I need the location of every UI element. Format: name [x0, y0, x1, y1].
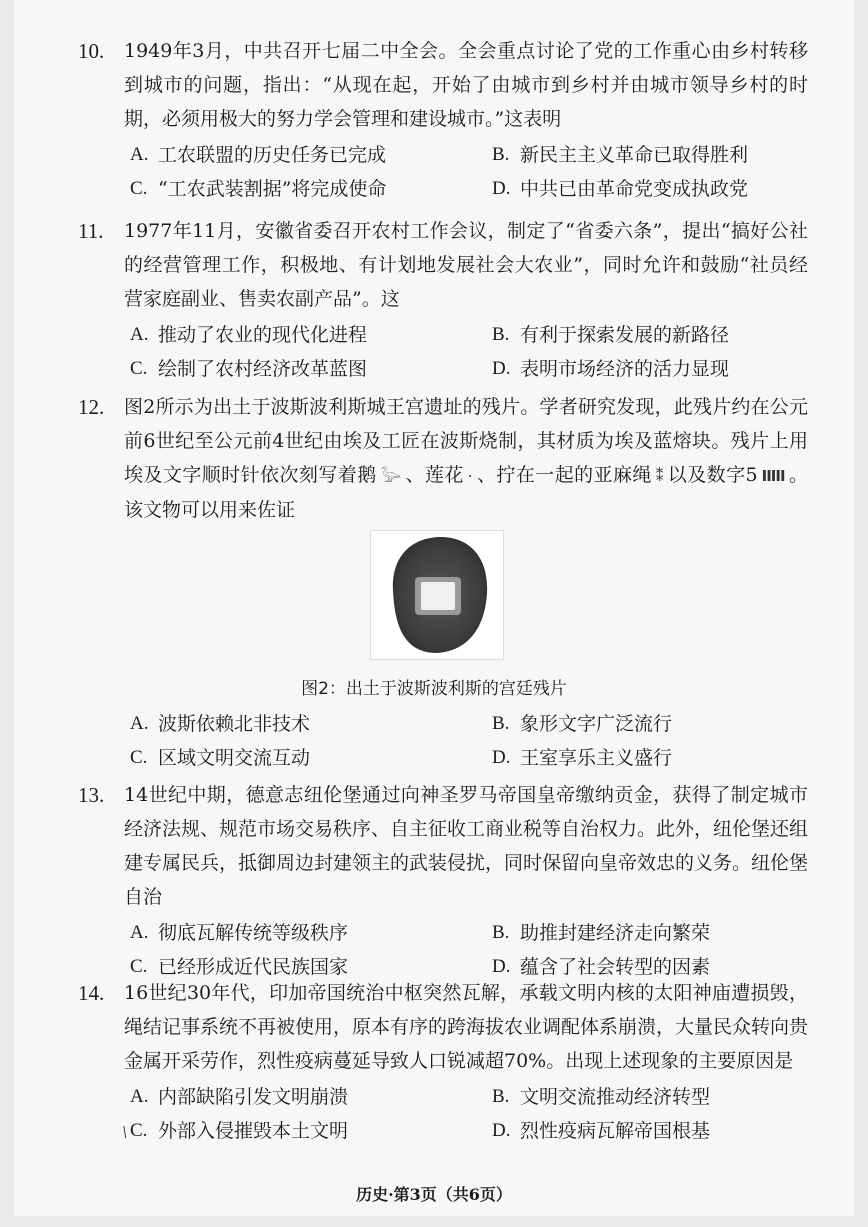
- option-a[interactable]: A. 内部缺陷引发文明崩溃: [130, 1086, 349, 1108]
- option-d[interactable]: D. 中共已由革命党变成执政党: [492, 178, 749, 200]
- option-b[interactable]: B. 新民主主义革命已取得胜利: [492, 144, 749, 166]
- option-a[interactable]: A. 彻底瓦解传统等级秩序: [130, 922, 349, 944]
- question-11: [78, 214, 808, 386]
- question-stem: 图2所示为出土于波斯波利斯城王宫遗址的残片。学者研究发现，此残片约在公元前6世纪至公元前4世纪由埃及工匠在波斯烧制，其材质为埃及蓝熔块。残片上用埃及文字顺时针依次刻写着鹅 𓅬 、莲花 · 、拧在一起的亚麻绳 ⁑ 以及数字5 IIIII 。该文物可以用来佐证: [124, 396, 808, 521]
- question-stem: 1977年11月，安徽省委召开农村工作会议，制定了“省委六条”，提出“搞好公社的经营管理工作，积极地、有计划地发展社会大农业”，同时允许和鼓励“社员经营家庭副业、售卖农副产品”。这: [124, 220, 808, 310]
- options: [78, 318, 808, 386]
- question-13: [78, 778, 808, 984]
- option-b[interactable]: B. 助推封建经济走向繁荣: [492, 922, 711, 944]
- question-10: [78, 34, 808, 206]
- question-number: 11.: [78, 219, 104, 243]
- numeral-five-hieroglyph-icon: IIIII: [761, 467, 785, 485]
- goose-hieroglyph-icon: 𓅬: [380, 467, 402, 485]
- handwritten-mark: \: [122, 1122, 128, 1142]
- exam-page: [14, 0, 854, 1216]
- option-b[interactable]: B. 有利于探索发展的新路径: [492, 324, 730, 346]
- lotus-hieroglyph-icon: ·: [467, 467, 473, 485]
- option-d[interactable]: D. 蕴含了社会转型的因素: [492, 956, 711, 978]
- flax-rope-hieroglyph-icon: ⁑: [655, 467, 664, 485]
- option-d[interactable]: D. 表明市场经济的活力显现: [492, 358, 730, 380]
- option-c[interactable]: C. 绘制了农村经济改革蓝图: [130, 358, 368, 380]
- options: [78, 138, 808, 206]
- figure-caption: 图2：出土于波斯波利斯的宫廷残片: [301, 679, 567, 699]
- option-c[interactable]: C. “工农武装割据”将完成使命: [130, 178, 387, 200]
- question-stem: 1949年3月，中共召开七届二中全会。全会重点讨论了党的工作重心由乡村转移到城市的问题，指出：“从现在起，开始了由城市到乡村并由城市领导乡村的时期，必须用极大的努力学会管理和建设城市。”这表明: [124, 40, 808, 130]
- question-14: [78, 976, 808, 1148]
- options: [78, 1080, 808, 1148]
- option-d[interactable]: D. 烈性疫病瓦解帝国根基: [492, 1120, 711, 1142]
- option-a[interactable]: A. 推动了农业的现代化进程: [130, 324, 368, 346]
- question-number: 12.: [78, 395, 105, 419]
- options: [78, 916, 808, 984]
- question-12: [78, 390, 808, 527]
- option-c[interactable]: C. 已经形成近代民族国家: [130, 956, 349, 978]
- option-c[interactable]: C. 区域文明交流互动: [130, 747, 311, 769]
- figure-2-image: [370, 530, 504, 660]
- option-d[interactable]: D. 王室享乐主义盛行: [492, 747, 673, 769]
- option-b[interactable]: B. 文明交流推动经济转型: [492, 1086, 711, 1108]
- options: [78, 707, 808, 775]
- question-stem: 16世纪30年代，印加帝国统治中枢突然瓦解，承载文明内核的太阳神庙遭损毁，绳结记事系统不再被使用，原本有序的跨海拔农业调配体系崩溃，大量民众转向贵金属开采劳作，烈性疫病蔓延导致人口锐减超70%。出现上述现象的主要原因是: [124, 982, 809, 1072]
- question-number: 13.: [78, 783, 105, 807]
- question-stem: 14世纪中期，德意志纽伦堡通过向神圣罗马帝国皇帝缴纳贡金，获得了制定城市经济法规、规范市场交易秩序、自主征收工商业税等自治权力。此外，纽伦堡还组建专属民兵，抵御周边封建领主的武装侵扰，同时保留向皇帝效忠的义务。纽伦堡自治: [124, 784, 809, 908]
- question-12-options: [78, 705, 808, 775]
- option-c[interactable]: C. 外部入侵摧毁本土文明: [130, 1120, 349, 1142]
- page-footer: 历史·第3页（共6页）: [356, 1185, 512, 1204]
- option-a[interactable]: A. 工农联盟的历史任务已完成: [130, 144, 387, 166]
- option-a[interactable]: A. 波斯依赖北非技术: [130, 713, 311, 735]
- question-number: 10.: [78, 39, 105, 63]
- option-b[interactable]: B. 象形文字广泛流行: [492, 713, 673, 735]
- question-number: 14.: [78, 981, 105, 1005]
